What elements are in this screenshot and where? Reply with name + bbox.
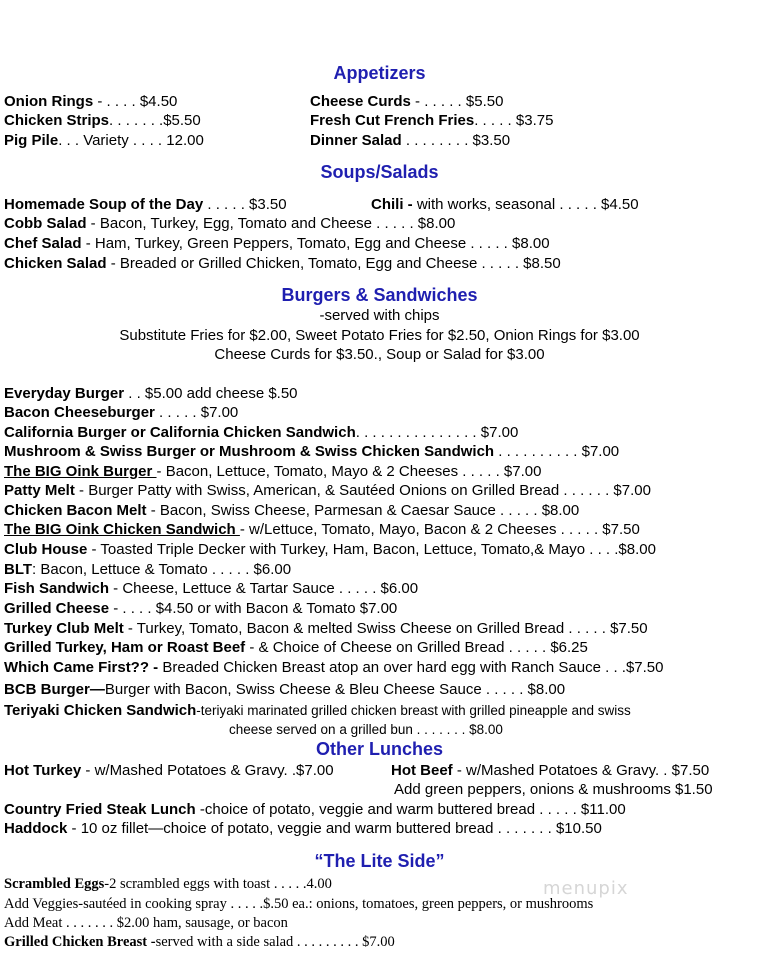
appetizers-heading: Appetizers (333, 63, 426, 83)
lite-add-meat: Add Meat . . . . . . . $2.00 ham, sausage, or bacon (4, 915, 288, 931)
menu-item-cobb-salad: Cobb Salad - Bacon, Turkey, Egg, Tomato and Cheese . . . . . $8.00 (4, 215, 456, 232)
burgers-note-substitute: Substitute Fries for $2.00, Sweet Potato Fries for $2.50, Onion Rings for $3.00 (119, 327, 640, 344)
watermark-logo: menupix (543, 878, 629, 899)
lite-side-heading: “The Lite Side” (314, 851, 445, 871)
menu-item-hot-turkey: Hot Turkey - w/Mashed Potatoes & Gravy. .$7.00 (4, 762, 334, 779)
soups-heading: Soups/Salads (320, 162, 439, 182)
menu-item-hot-beef: Hot Beef - w/Mashed Potatoes & Gravy. . $7.50 (391, 762, 710, 779)
menu-item-french-fries: Fresh Cut French Fries. . . . . $3.75 (310, 112, 554, 129)
menu-item-bacon-cheeseburger: Bacon Cheeseburger . . . . . $7.00 (4, 404, 239, 421)
menu-item-california-burger: California Burger or California Chicken Sandwich. . . . . . . . . . . . . . . $7.00 (4, 424, 519, 441)
menu-item-mushroom-swiss: Mushroom & Swiss Burger or Mushroom & Swiss Chicken Sandwich . . . . . . . . . . $7.00 (4, 443, 620, 460)
menu-item-patty-melt: Patty Melt - Burger Patty with Swiss, American, & Sautéed Onions on Grilled Bread . . . . . . $7.00 (4, 482, 651, 499)
menu-item-everyday-burger: Everyday Burger . . $5.00 add cheese $.50 (4, 385, 298, 402)
menu-item-big-oink-chicken: The BIG Oink Chicken Sandwich - w/Lettuce, Tomato, Mayo, Bacon & 2 Cheeses . . . . . $7.50 (4, 521, 640, 538)
menu-item-chicken-strips: Chicken Strips. . . . . . .$5.50 (4, 112, 201, 129)
burgers-note-chips: -served with chips (319, 307, 440, 324)
menu-item-fish-sandwich: Fish Sandwich - Cheese, Lettuce & Tartar Sauce . . . . . $6.00 (4, 580, 419, 597)
menu-item-turkey-club-melt: Turkey Club Melt - Turkey, Tomato, Bacon & melted Swiss Cheese on Grilled Bread . . . . . $7.50 (4, 620, 648, 637)
menu-item-chili: Chili - with works, seasonal . . . . . $4.50 (371, 196, 639, 213)
lite-add-veggies: Add Veggies-sautéed in cooking spray . . . . .$.50 ea.: onions, tomatoes, green peppers, or mushrooms (4, 896, 594, 912)
menu-item-club-house: Club House - Toasted Triple Decker with Turkey, Ham, Bacon, Lettuce, Tomato,& Mayo . . . .$8.00 (4, 541, 656, 558)
menu-item-chicken-bacon-melt: Chicken Bacon Melt - Bacon, Swiss Cheese, Parmesan & Caesar Sauce . . . . . $8.00 (4, 502, 580, 519)
menu-item-blt: BLT: Bacon, Lettuce & Tomato . . . . . $6.00 (4, 561, 292, 578)
menu-item-bcb-burger: BCB Burger—Burger with Bacon, Swiss Cheese & Bleu Cheese Sauce . . . . . $8.00 (4, 681, 566, 698)
menu-item-chicken-salad: Chicken Salad - Breaded or Grilled Chicken, Tomato, Egg and Cheese . . . . . $8.50 (4, 255, 561, 272)
menu-item-teriyaki-cont: cheese served on a grilled bun . . . . . . . $8.00 (229, 722, 503, 737)
menu-item-scrambled-eggs: Scrambled Eggs-2 scrambled eggs with toast . . . . .4.00 (4, 876, 332, 892)
menu-item-country-fried-steak: Country Fried Steak Lunch -choice of potato, veggie and warm buttered bread . . . . . $11.00 (4, 801, 626, 818)
menu-item-big-oink-burger: The BIG Oink Burger - Bacon, Lettuce, Tomato, Mayo & 2 Cheeses . . . . . $7.00 (4, 463, 542, 480)
burgers-heading: Burgers & Sandwiches (281, 285, 478, 305)
menu-item-dinner-salad: Dinner Salad . . . . . . . . $3.50 (310, 132, 511, 149)
menu-item-which-came-first: Which Came First?? - Breaded Chicken Breast atop an over hard egg with Ranch Sauce . . .$7.50 (4, 659, 664, 676)
other-lunches-heading: Other Lunches (315, 739, 444, 759)
menu-item-onion-rings: Onion Rings - . . . . $4.50 (4, 93, 178, 110)
burgers-note-curds: Cheese Curds for $3.50., Soup or Salad for $3.00 (214, 346, 545, 363)
menu-item-pig-pile: Pig Pile. . . Variety . . . . 12.00 (4, 132, 204, 149)
other-add-note: Add green peppers, onions & mushrooms $1.50 (394, 781, 713, 798)
menu-item-teriyaki: Teriyaki Chicken Sandwich-teriyaki marinated grilled chicken breast with grilled pineapple and swiss (4, 702, 631, 719)
menu-item-cheese-curds: Cheese Curds - . . . . . $5.50 (310, 93, 504, 110)
menu-item-haddock: Haddock - 10 oz fillet—choice of potato, veggie and warm buttered bread . . . . . . . $10.50 (4, 820, 602, 837)
menu-item-grilled-chicken-breast: Grilled Chicken Breast -served with a side salad . . . . . . . . . $7.00 (4, 934, 395, 950)
menu-item-chef-salad: Chef Salad - Ham, Turkey, Green Peppers, Tomato, Egg and Cheese . . . . . $8.00 (4, 235, 550, 252)
menu-item-soup: Homemade Soup of the Day . . . . . $3.50 (4, 196, 287, 213)
menu-item-grilled-cheese: Grilled Cheese - . . . . $4.50 or with Bacon & Tomato $7.00 (4, 600, 398, 617)
menu-item-grilled-turkey: Grilled Turkey, Ham or Roast Beef - & Choice of Cheese on Grilled Bread . . . . . $6.25 (4, 639, 588, 656)
